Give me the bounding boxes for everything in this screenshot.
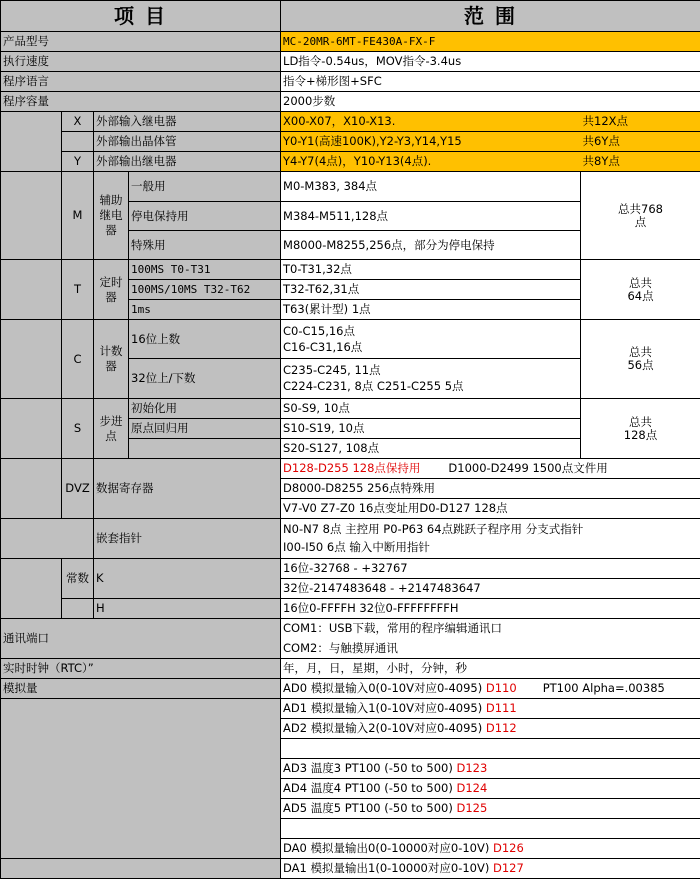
ad3-register: D123 <box>456 761 488 775</box>
analog-label: 模拟量 <box>1 679 281 699</box>
c-code: C <box>62 320 94 399</box>
header-row <box>1 1 700 32</box>
x-name: 外部输入继电器 <box>94 112 281 132</box>
y-transistor-code <box>62 132 94 152</box>
s-range-3: S20-S127, 108点 <box>281 439 581 459</box>
ad2-register: D112 <box>485 721 517 735</box>
da1-text: DA1 模拟量输出1(0-10000对应0-10V) <box>283 861 490 875</box>
m-range-2: M384-M511,128点 <box>281 202 581 231</box>
c-range-1-line-2: C16-C31,16点 <box>283 339 363 354</box>
t-code: T <box>62 260 94 320</box>
const-h: H <box>94 599 281 619</box>
ad3-text: AD3 温度3 PT100 (-50 to 500) <box>283 761 453 775</box>
t-group-cell <box>1 260 62 320</box>
analog-ad3 <box>281 759 700 779</box>
m-total: 总共768点 <box>581 172 700 260</box>
const-k-32: 32位-2147483648 - +2147483647 <box>281 579 700 599</box>
analog-da0 <box>281 839 700 859</box>
y-relay-code: Y <box>62 152 94 172</box>
y-relay-total: 共8Y点 <box>581 152 700 172</box>
nest-line-2: I00-I50 6点 输入中断用指针 <box>283 540 430 554</box>
ad0-text: AD0 模拟量输入0(0-10V对应0-4095) <box>283 681 483 695</box>
c-name-1: 16位上数 <box>129 320 281 359</box>
pt100-alpha: PT100 Alpha=.00385 <box>542 681 665 695</box>
c-row-1 <box>1 320 700 359</box>
s-name-1: 初始化用 <box>129 399 281 419</box>
item-header: 项 目 <box>1 1 281 32</box>
analog-ad0 <box>281 679 700 699</box>
const-name: 常数 <box>62 559 94 599</box>
ad4-text: AD4 温度4 PT100 (-50 to 500) <box>283 781 453 795</box>
y-transistor-name: 外部输出晶体管 <box>94 132 281 152</box>
analog-row-da1 <box>1 859 700 879</box>
dvz-line-2: D8000-D8255 256点特殊用 <box>281 479 700 499</box>
const-row-3 <box>1 599 700 619</box>
y-relay-name: 外部输出继电器 <box>94 152 281 172</box>
m-range-1: M0-M383, 384点 <box>281 172 581 202</box>
s-total: 总共128点 <box>581 399 700 459</box>
y-relay-row <box>1 152 700 172</box>
nest-line-1: N0-N7 8点 主控用 P0-P63 64点跳跃子程序用 分支式指针 <box>283 522 584 536</box>
nest-value <box>281 519 700 559</box>
m-name-3: 特殊用 <box>129 231 281 260</box>
analog-group-cell <box>1 699 281 859</box>
t-type: 定时器 <box>94 260 129 320</box>
io-group-cell <box>1 112 62 172</box>
comm-label: 通讯端口 <box>1 619 281 659</box>
ad4-register: D124 <box>456 781 488 795</box>
c-group-cell <box>1 320 62 399</box>
m-name-2: 停电保持用 <box>129 202 281 231</box>
const-group-cell <box>1 559 62 619</box>
comm-row <box>1 619 700 659</box>
c-type: 计数器 <box>94 320 129 399</box>
t-name-2: 100MS/10MS T32-T62 <box>129 280 281 300</box>
ad1-register: D111 <box>485 701 517 715</box>
t-range-2: T32-T62,31点 <box>281 280 581 300</box>
model-row <box>1 32 700 52</box>
c-range-2-line-1: C235-C245, 11点 <box>283 363 381 377</box>
s-range-1: S0-S9, 10点 <box>281 399 581 419</box>
y-transistor-range: Y0-Y1(高速100K),Y2-Y3,Y14,Y15 <box>281 132 581 152</box>
analog-row-ad0 <box>1 679 700 699</box>
analog-empty-1 <box>281 739 700 759</box>
ad1-text: AD1 模拟量输入1(0-10V对应0-4095) <box>283 701 483 715</box>
t-row-1 <box>1 260 700 280</box>
dvz-file-range: D1000-D2499 1500点文件用 <box>448 461 608 475</box>
da1-register: D127 <box>493 861 524 875</box>
ad2-text: AD2 模拟量输入2(0-10V对应0-4095) <box>283 721 483 735</box>
speed-label: 执行速度 <box>1 52 281 72</box>
nest-name: 嵌套指针 <box>94 519 281 559</box>
nest-row <box>1 519 700 559</box>
rtc-value: 年，月，日，星期，小时，分钟，秒 <box>281 659 700 679</box>
c-range-2-line-2: C224-C231, 8点 C251-C255 5点 <box>283 379 464 393</box>
capacity-label: 程序容量 <box>1 92 281 112</box>
x-range: X00-X07，X10-X13. <box>281 112 581 132</box>
range-header: 范 围 <box>281 1 700 32</box>
c-range-2 <box>281 359 581 399</box>
lang-row <box>1 72 700 92</box>
y-transistor-row <box>1 132 700 152</box>
const-h-code <box>62 599 94 619</box>
c-total: 总共56点 <box>581 320 700 399</box>
m-type: 辅助继电器 <box>94 172 129 260</box>
x-code: X <box>62 112 94 132</box>
const-k: K <box>94 559 281 599</box>
m-group-cell <box>1 172 62 260</box>
da0-register: D126 <box>493 841 524 855</box>
model-value: MC-20MR-6MT-FE430A-FX-F <box>281 32 700 52</box>
dvz-retention-range: D128-D255 128点保持用 <box>283 461 421 475</box>
analog-empty-2 <box>281 819 700 839</box>
rtc-label: 实时时钟（RTC）” <box>1 659 281 679</box>
model-label: 产品型号 <box>1 32 281 52</box>
ad5-register: D125 <box>456 801 488 815</box>
s-name-3 <box>129 439 281 459</box>
dvz-group-cell <box>1 459 62 519</box>
comm-line-2: COM2：与触摸屏通讯 <box>283 641 398 655</box>
c-range-1 <box>281 320 581 359</box>
comm-line-1: COM1：USB下载，常用的程序编辑通讯口 <box>283 621 502 635</box>
t-name-1: 100MS T0-T31 <box>129 260 281 280</box>
lang-value: 指令+梯形图+SFC <box>281 72 700 92</box>
capacity-row <box>1 92 700 112</box>
m-name-1: 一般用 <box>129 172 281 202</box>
c-name-2: 32位上/下数 <box>129 359 281 399</box>
dvz-name: 数据寄存器 <box>94 459 281 519</box>
s-type: 步进点 <box>94 399 129 459</box>
s-code: S <box>62 399 94 459</box>
s-range-2: S10-S19, 10点 <box>281 419 581 439</box>
dvz-line-3: V7-V0 Z7-Z0 16点变址用D0-D127 128点 <box>281 499 700 519</box>
const-k-16: 16位-32768 - +32767 <box>281 559 700 579</box>
x-row <box>1 112 700 132</box>
dvz-line-1 <box>281 459 700 479</box>
x-total: 共12X点 <box>581 112 700 132</box>
analog-ad2 <box>281 719 700 739</box>
t-range-1: T0-T31,32点 <box>281 260 581 280</box>
t-name-3: 1ms <box>129 300 281 320</box>
const-h-value: 16位0-FFFFH 32位0-FFFFFFFFH <box>281 599 700 619</box>
m-code: M <box>62 172 94 260</box>
capacity-value: 2000步数 <box>281 92 700 112</box>
m-row-1 <box>1 172 700 202</box>
analog-da1 <box>281 859 700 879</box>
speed-row <box>1 52 700 72</box>
c-range-1-line-1: C0-C15,16点 <box>283 323 355 338</box>
analog-ad4 <box>281 779 700 799</box>
y-relay-range: Y4-Y7(4点)，Y10-Y13(4点). <box>281 152 581 172</box>
y-transistor-total: 共6Y点 <box>581 132 700 152</box>
s-row-1 <box>1 399 700 419</box>
analog-row-ad1 <box>1 699 700 719</box>
analog-group-cell-bottom <box>1 859 281 879</box>
t-total: 总共64点 <box>581 260 700 320</box>
dvz-row-1 <box>1 459 700 479</box>
analog-ad1 <box>281 699 700 719</box>
lang-label: 程序语言 <box>1 72 281 92</box>
analog-ad5 <box>281 799 700 819</box>
comm-value <box>281 619 700 659</box>
dvz-code: DVZ <box>62 459 94 519</box>
speed-value: LD指令-0.54us，MOV指令-3.4us <box>281 52 700 72</box>
rtc-row <box>1 659 700 679</box>
s-group-cell <box>1 399 62 459</box>
ad0-register: D110 <box>485 681 517 695</box>
s-name-2: 原点回归用 <box>129 419 281 439</box>
m-range-3: M8000-M8255,256点，部分为停电保持 <box>281 231 581 260</box>
ad5-text: AD5 温度5 PT100 (-50 to 500) <box>283 801 453 815</box>
const-row-1 <box>1 559 700 579</box>
t-range-3: T63(累计型) 1点 <box>281 300 581 320</box>
da0-text: DA0 模拟量输出0(0-10000对应0-10V) <box>283 841 490 855</box>
nest-group-cell <box>1 519 94 559</box>
